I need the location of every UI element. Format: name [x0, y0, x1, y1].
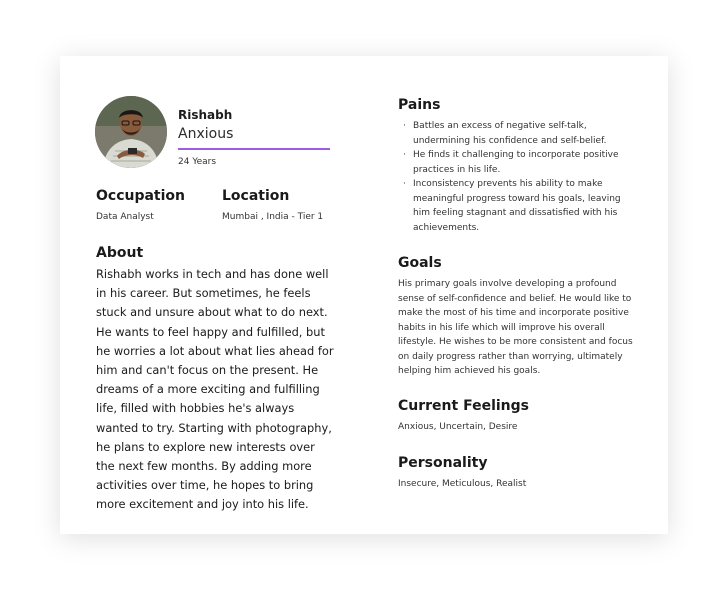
- personality-value: Insecure, Meticulous, Realist: [398, 479, 527, 489]
- about-heading: About: [96, 245, 144, 261]
- list-item: · Battles an excess of negative self-talk, undermining his confidence and self-belief.: [398, 119, 636, 148]
- profile-photo: [95, 96, 167, 168]
- about-text: Rishabh works in tech and has done well in his career. But sometimes, he feels stuck and unsure about what to do next. He wants to feel happy and fulfilled, but he worries a lot about what lies ahead for him and can't focus on the present. He dreams of a more exciting and fulfilling life, filled with hobbies he's always wanted to try. Starting with photography, he plans to explore new interests over the next few months. By adding more activities over time, he hopes to bring more excitement and joy into his life.: [96, 267, 334, 512]
- pains-heading: Pains: [398, 97, 441, 113]
- list-item: · He finds it challenging to incorporate positive practices in his life.: [398, 148, 636, 177]
- pains-list: [398, 119, 636, 235]
- location-heading: Location: [222, 188, 290, 204]
- accent-divider: [178, 148, 330, 150]
- person-photo-icon: [95, 96, 167, 168]
- occupation-value: Data Analyst: [96, 212, 154, 222]
- occupation-heading: Occupation: [96, 188, 186, 204]
- goals-heading: Goals: [398, 255, 442, 271]
- list-item: · Inconsistency prevents his ability to make meaningful progress toward his goals, leaving him feeling stagnant and dissatisfied with his achievements.: [398, 177, 636, 235]
- persona-name: Rishabh: [178, 108, 233, 122]
- current-feelings-value: Anxious, Uncertain, Desire: [398, 422, 518, 432]
- goals-text: His primary goals involve developing a profound sense of self-confidence and belief. He would like to make the most of his time and incorporate positive habits in his life which will improve his overall lifestyle. He wishes to be more consistent and focus on daily progress rather than worrying, ultimately helping him achieved his goals.: [398, 279, 633, 376]
- personality-heading: Personality: [398, 455, 488, 471]
- location-value: Mumbai , India - Tier 1: [222, 212, 324, 222]
- persona-age: 24 Years: [178, 157, 217, 167]
- persona-card: [60, 56, 668, 534]
- persona-mood: Anxious: [178, 126, 234, 142]
- current-feelings-heading: Current Feelings: [398, 398, 529, 414]
